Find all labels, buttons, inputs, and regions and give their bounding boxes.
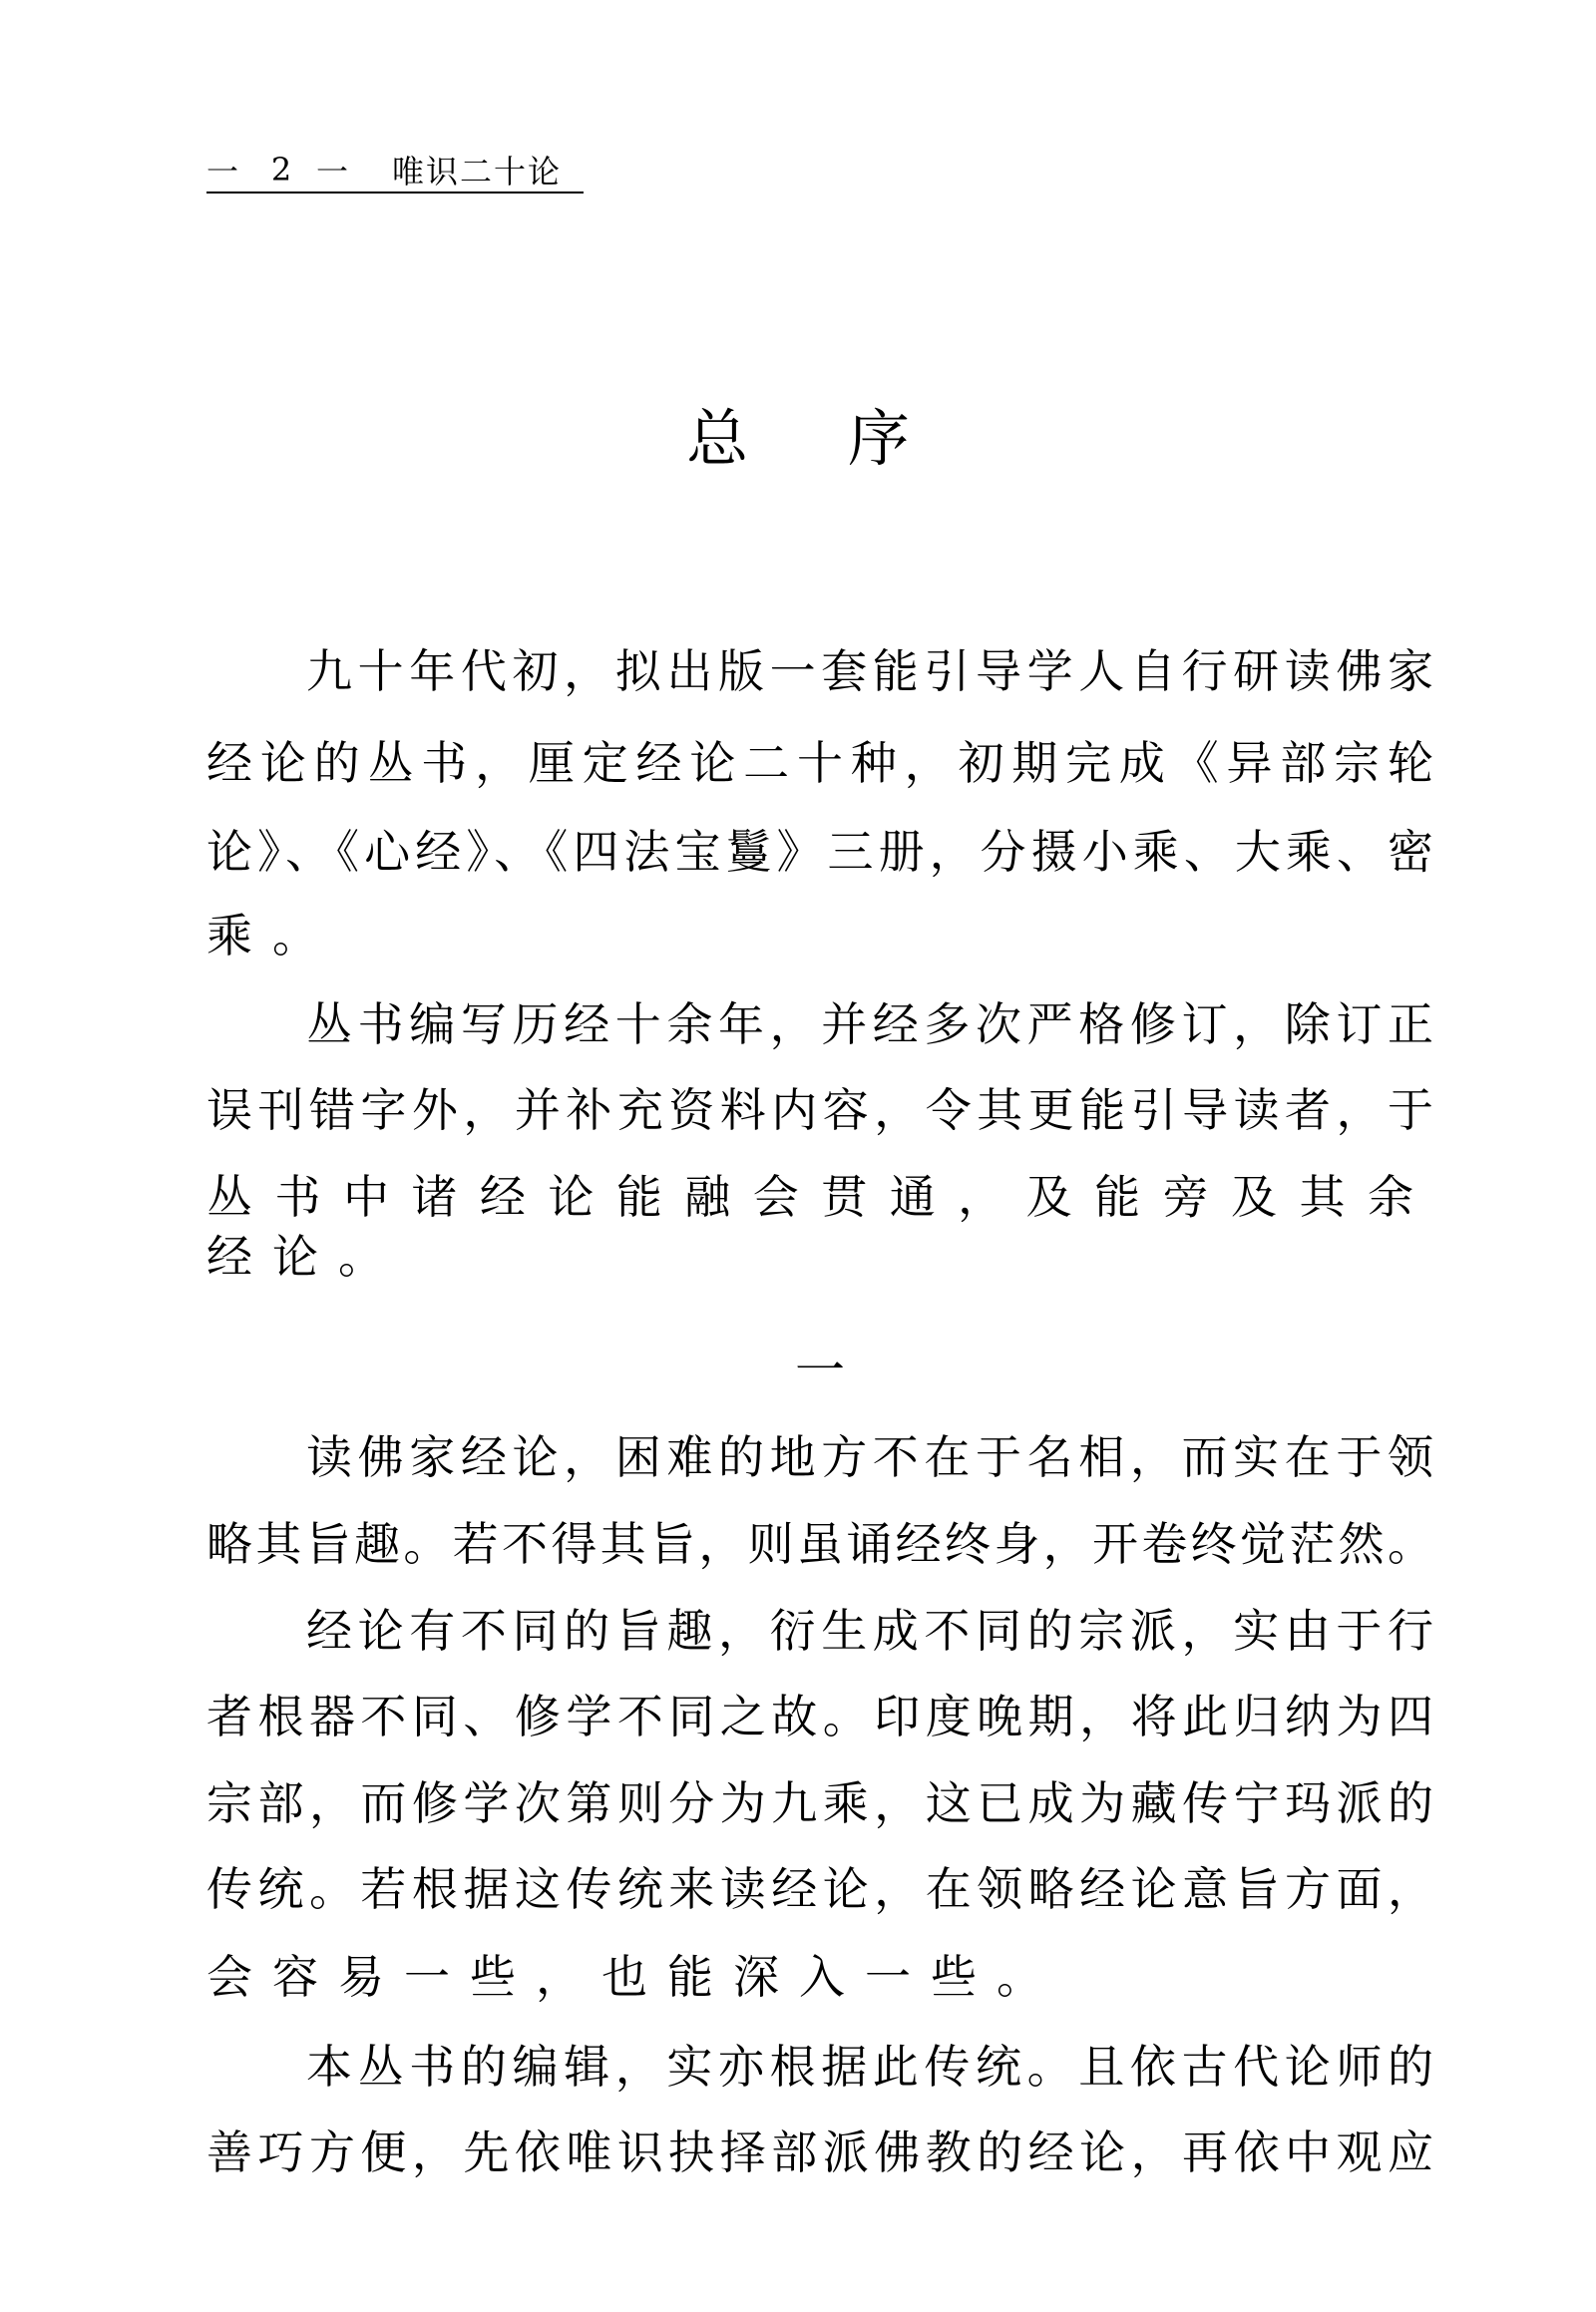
header-dash-left: 一 — [206, 153, 239, 191]
header-dash-right: 一 — [316, 153, 349, 191]
paragraph-line: 误刊错字外，并补充资料内容，令其更能引导读者，于 — [206, 1083, 1433, 1137]
page-title: 总 序 — [686, 402, 950, 475]
paragraph-line: 经论有不同的旨趣，衍生成不同的宗派，实由于行 — [306, 1604, 1433, 1658]
paragraph-line: 本丛书的编辑，实亦根据此传统。且依古代论师的 — [306, 2040, 1433, 2094]
page-number: 2 — [270, 151, 292, 189]
section-mark: 一 — [795, 1342, 845, 1399]
paragraph-line: 传统。若根据这传统来读经论，在领略经论意旨方面， — [206, 1862, 1433, 1916]
paragraph-line: 善巧方便，先依唯识抉择部派佛教的经论，再依中观应 — [206, 2125, 1433, 2179]
paragraph-line: 九十年代初，拟出版一套能引导学人自行研读佛家 — [306, 644, 1433, 698]
paragraph-line: 乘。 — [206, 909, 338, 963]
paragraph-line: 丛书编写历经十余年，并经多次严格修订，除订正 — [306, 997, 1433, 1051]
paragraph-line: 丛书中诸经论能融会贯通，及能旁及其余经论。 — [206, 1170, 1433, 1284]
paragraph-line: 经论的丛书，厘定经论二十种，初期完成《异部宗轮 — [206, 736, 1433, 790]
paragraph-line: 宗部，而修学次第则分为九乘，这已成为藏传宁玛派的 — [206, 1776, 1433, 1830]
paragraph-line: 论》、《心经》、《四法宝鬘》三册，分摄小乘、大乘、密 — [206, 825, 1433, 879]
paragraph-line: 者根器不同、修学不同之故。印度晚期，将此归纳为四 — [206, 1690, 1433, 1743]
paragraph-line: 略其旨趣。若不得其旨，则虽诵经终身，开卷终觉茫然。 — [206, 1517, 1433, 1571]
paragraph-line: 会容易一些，也能深入一些。 — [206, 1950, 1062, 2004]
running-header — [206, 148, 584, 193]
paragraph-line: 读佛家经论，困难的地方不在于名相，而实在于领 — [306, 1430, 1433, 1484]
book-title: 唯识二十论 — [392, 153, 563, 191]
